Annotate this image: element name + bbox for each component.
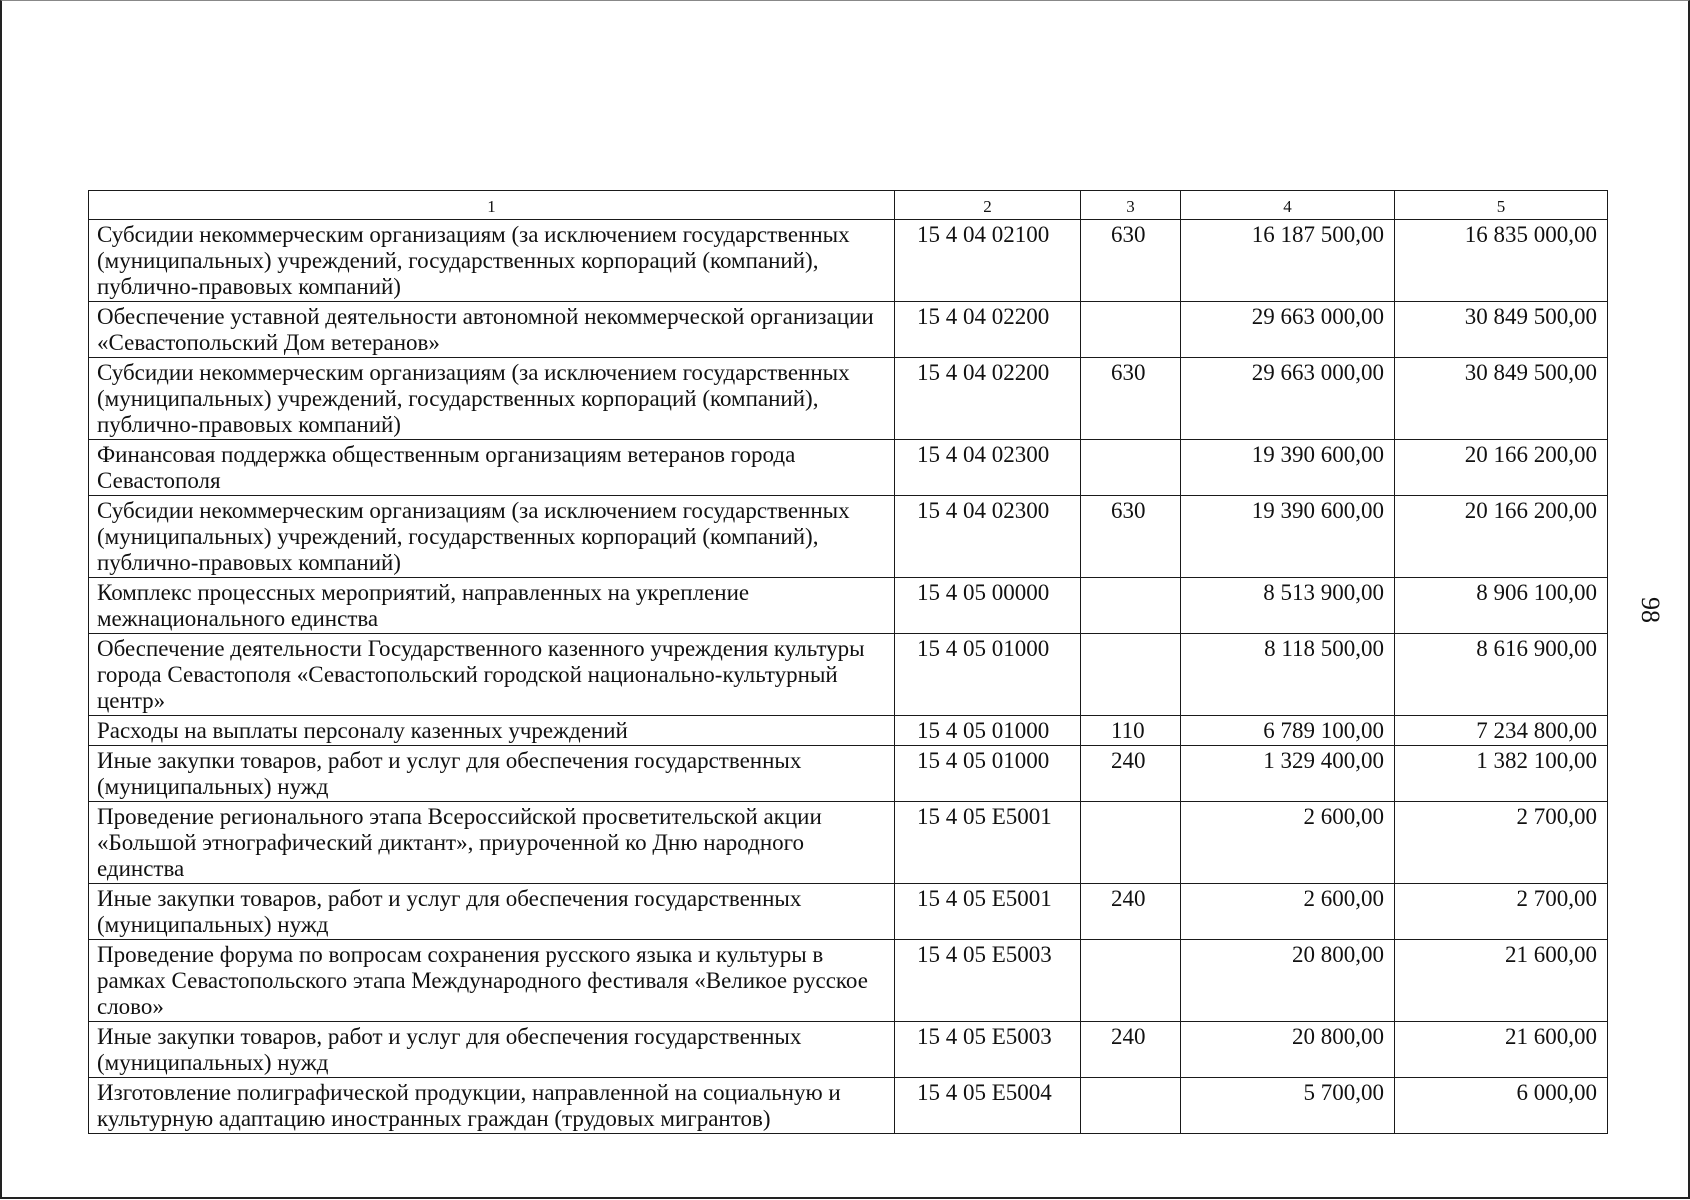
row-amount-1-cell: 6 789 100,00 bbox=[1181, 716, 1395, 746]
row-amount-2-cell: 2 700,00 bbox=[1395, 802, 1608, 884]
row-name-cell: Комплекс процессных мероприятий, направленных на укрепление межнационального единства bbox=[89, 578, 895, 634]
table-row bbox=[89, 802, 1608, 884]
table-row bbox=[89, 358, 1608, 440]
row-name-cell: Субсидии некоммерческим организациям (за исключением государственных (муниципальных) учреждений, государственных корпораций (компаний), публично-правовых компаний) bbox=[89, 496, 895, 578]
row-code-cell: 15 4 05 E5003 bbox=[895, 940, 1081, 1022]
row-amount-2-cell: 2 700,00 bbox=[1395, 884, 1608, 940]
row-amount-1-cell: 5 700,00 bbox=[1181, 1078, 1395, 1134]
row-amount-2-cell: 30 849 500,00 bbox=[1395, 302, 1608, 358]
table-row bbox=[89, 746, 1608, 802]
row-name-cell: Проведение регионального этапа Всероссийской просветительской акции «Большой этнографический диктант», приуроченной ко Дню народного единства bbox=[89, 802, 895, 884]
row-amount-2-cell: 7 234 800,00 bbox=[1395, 716, 1608, 746]
row-amount-1-cell: 2 600,00 bbox=[1181, 884, 1395, 940]
table-row bbox=[89, 496, 1608, 578]
row-name-cell: Иные закупки товаров, работ и услуг для обеспечения государственных (муниципальных) нужд bbox=[89, 884, 895, 940]
row-amount-1-cell: 19 390 600,00 bbox=[1181, 496, 1395, 578]
table-row bbox=[89, 440, 1608, 496]
row-type-cell bbox=[1081, 940, 1181, 1022]
row-name-cell: Изготовление полиграфической продукции, направленной на социальную и культурную адаптацию иностранных граждан (трудовых мигрантов) bbox=[89, 1078, 895, 1134]
row-amount-2-cell: 8 906 100,00 bbox=[1395, 578, 1608, 634]
table-row bbox=[89, 716, 1608, 746]
row-amount-1-cell: 8 513 900,00 bbox=[1181, 578, 1395, 634]
row-code-cell: 15 4 05 E5001 bbox=[895, 802, 1081, 884]
table-row bbox=[89, 302, 1608, 358]
row-name-cell: Проведение форума по вопросам сохранения русского языка и культуры в рамках Севастопольского этапа Международного фестиваля «Великое русское слово» bbox=[89, 940, 895, 1022]
row-name-cell: Обеспечение уставной деятельности автономной некоммерческой организации «Севастопольский Дом ветеранов» bbox=[89, 302, 895, 358]
row-type-cell bbox=[1081, 634, 1181, 716]
row-amount-2-cell: 20 166 200,00 bbox=[1395, 496, 1608, 578]
row-type-cell: 240 bbox=[1081, 884, 1181, 940]
header-col-5: 5 bbox=[1395, 191, 1608, 220]
row-type-cell bbox=[1081, 302, 1181, 358]
row-amount-2-cell: 30 849 500,00 bbox=[1395, 358, 1608, 440]
row-amount-2-cell: 21 600,00 bbox=[1395, 940, 1608, 1022]
row-code-cell: 15 4 05 E5001 bbox=[895, 884, 1081, 940]
table-row bbox=[89, 1022, 1608, 1078]
header-col-2: 2 bbox=[895, 191, 1081, 220]
row-code-cell: 15 4 05 00000 bbox=[895, 578, 1081, 634]
row-amount-1-cell: 29 663 000,00 bbox=[1181, 358, 1395, 440]
table-row bbox=[89, 1078, 1608, 1134]
row-name-cell: Обеспечение деятельности Государственного казенного учреждения культуры города Севастополя «Севастопольский городской национально-культурный центр» bbox=[89, 634, 895, 716]
row-amount-2-cell: 21 600,00 bbox=[1395, 1022, 1608, 1078]
row-amount-2-cell: 6 000,00 bbox=[1395, 1078, 1608, 1134]
row-amount-1-cell: 8 118 500,00 bbox=[1181, 634, 1395, 716]
row-amount-2-cell: 20 166 200,00 bbox=[1395, 440, 1608, 496]
header-col-3: 3 bbox=[1081, 191, 1181, 220]
table-row bbox=[89, 884, 1608, 940]
header-col-4: 4 bbox=[1181, 191, 1395, 220]
row-type-cell: 240 bbox=[1081, 1022, 1181, 1078]
row-amount-1-cell: 2 600,00 bbox=[1181, 802, 1395, 884]
row-amount-2-cell: 1 382 100,00 bbox=[1395, 746, 1608, 802]
row-type-cell: 630 bbox=[1081, 358, 1181, 440]
row-amount-1-cell: 29 663 000,00 bbox=[1181, 302, 1395, 358]
row-type-cell: 110 bbox=[1081, 716, 1181, 746]
row-code-cell: 15 4 05 E5003 bbox=[895, 1022, 1081, 1078]
row-amount-1-cell: 20 800,00 bbox=[1181, 1022, 1395, 1078]
row-code-cell: 15 4 05 01000 bbox=[895, 634, 1081, 716]
row-type-cell bbox=[1081, 440, 1181, 496]
row-name-cell: Иные закупки товаров, работ и услуг для обеспечения государственных (муниципальных) нужд bbox=[89, 1022, 895, 1078]
row-code-cell: 15 4 04 02300 bbox=[895, 496, 1081, 578]
row-amount-2-cell: 8 616 900,00 bbox=[1395, 634, 1608, 716]
row-type-cell: 630 bbox=[1081, 220, 1181, 302]
row-type-cell: 240 bbox=[1081, 746, 1181, 802]
table-body bbox=[89, 191, 1608, 1134]
table-row bbox=[89, 578, 1608, 634]
table-row bbox=[89, 940, 1608, 1022]
row-type-cell bbox=[1081, 1078, 1181, 1134]
budget-table bbox=[88, 190, 1608, 1134]
row-code-cell: 15 4 04 02200 bbox=[895, 358, 1081, 440]
row-name-cell: Субсидии некоммерческим организациям (за исключением государственных (муниципальных) учреждений, государственных корпораций (компаний), публично-правовых компаний) bbox=[89, 358, 895, 440]
row-code-cell: 15 4 05 01000 bbox=[895, 746, 1081, 802]
row-code-cell: 15 4 05 E5004 bbox=[895, 1078, 1081, 1134]
table-row bbox=[89, 634, 1608, 716]
row-type-cell bbox=[1081, 578, 1181, 634]
row-code-cell: 15 4 04 02100 bbox=[895, 220, 1081, 302]
row-code-cell: 15 4 04 02200 bbox=[895, 302, 1081, 358]
row-name-cell: Иные закупки товаров, работ и услуг для обеспечения государственных (муниципальных) нужд bbox=[89, 746, 895, 802]
row-type-cell bbox=[1081, 802, 1181, 884]
row-amount-1-cell: 1 329 400,00 bbox=[1181, 746, 1395, 802]
table-row bbox=[89, 220, 1608, 302]
row-amount-1-cell: 20 800,00 bbox=[1181, 940, 1395, 1022]
row-name-cell: Финансовая поддержка общественным организациям ветеранов города Севастополя bbox=[89, 440, 895, 496]
row-name-cell: Расходы на выплаты персоналу казенных учреждений bbox=[89, 716, 895, 746]
row-name-cell: Субсидии некоммерческим организациям (за исключением государственных (муниципальных) учреждений, государственных корпораций (компаний), публично-правовых компаний) bbox=[89, 220, 895, 302]
header-col-1: 1 bbox=[89, 191, 895, 220]
row-amount-1-cell: 16 187 500,00 bbox=[1181, 220, 1395, 302]
page-number: 98 bbox=[1636, 597, 1665, 623]
table-header-row bbox=[89, 191, 1608, 220]
row-type-cell: 630 bbox=[1081, 496, 1181, 578]
row-code-cell: 15 4 05 01000 bbox=[895, 716, 1081, 746]
row-code-cell: 15 4 04 02300 bbox=[895, 440, 1081, 496]
row-amount-2-cell: 16 835 000,00 bbox=[1395, 220, 1608, 302]
row-amount-1-cell: 19 390 600,00 bbox=[1181, 440, 1395, 496]
